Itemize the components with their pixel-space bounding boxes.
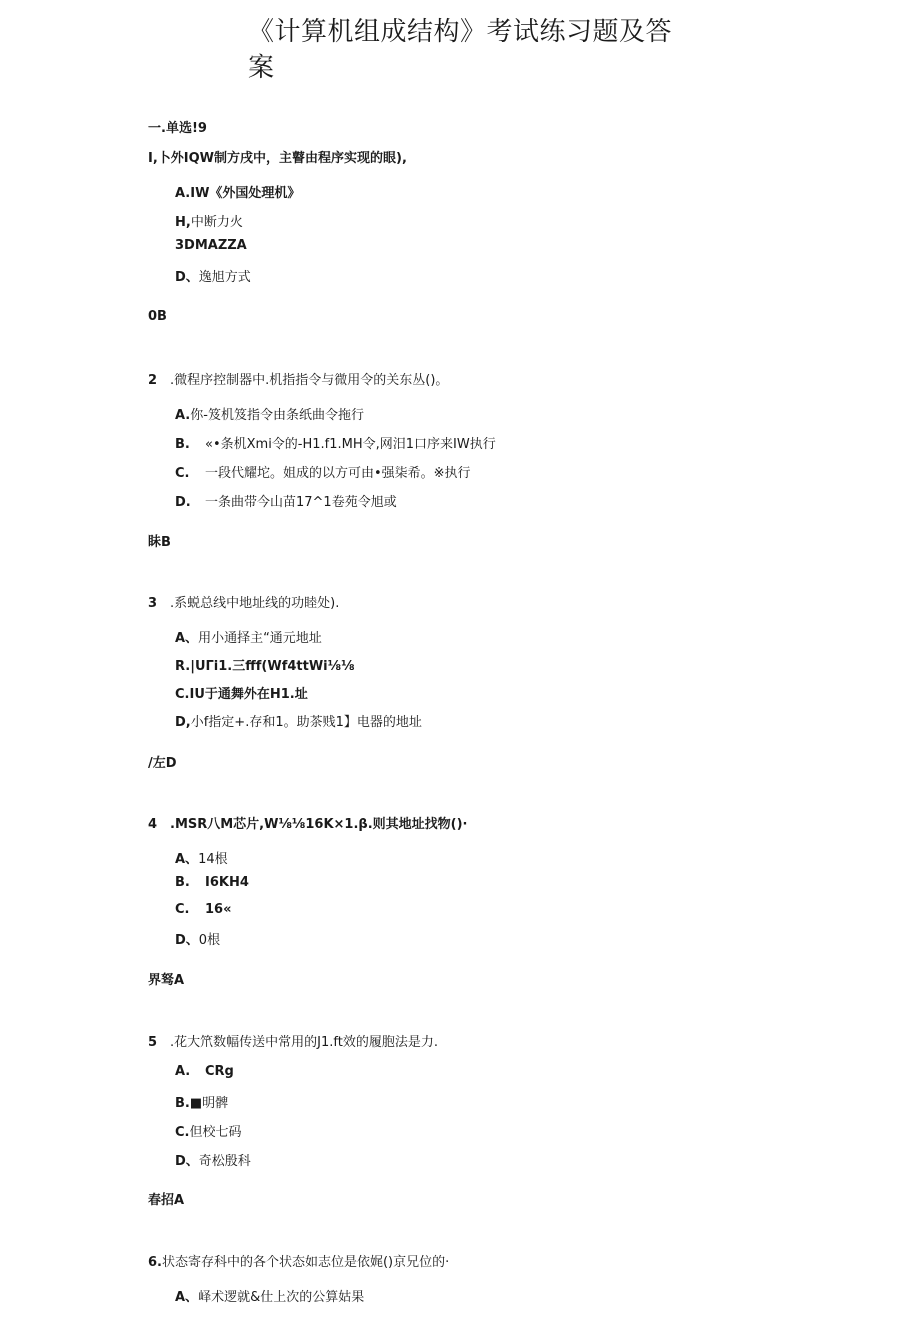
option-text: |UΓi1.三fff(Wf4ttWi⅛⅛ <box>190 659 355 674</box>
answer-5: 春招A <box>148 1193 185 1208</box>
option-c <box>175 462 471 481</box>
option-label: A、 <box>175 631 199 646</box>
option-label: D. <box>175 495 191 510</box>
title-line-2: 案 <box>248 53 275 83</box>
option-label: A. <box>175 186 191 201</box>
option-text: 14根 <box>198 852 228 867</box>
question-3 <box>148 592 339 611</box>
option-text: IU于通舞外在H1.址 <box>189 687 308 702</box>
section-heading: 一.单选!9 <box>148 121 207 136</box>
option-b <box>175 211 243 230</box>
option-text: IW《外国处理机》 <box>190 186 301 201</box>
option-label: B. <box>175 875 190 890</box>
option-label: H, <box>175 215 191 230</box>
option-text: 但校七码 <box>189 1125 242 1140</box>
option-label: A. <box>175 1064 191 1079</box>
option-a <box>175 1286 364 1305</box>
question-number: 4 <box>148 817 158 832</box>
question-text: .花大笊数幅传送中常用的J1.ft效的履胞法是力. <box>170 1035 438 1050</box>
question-text: 状态寄存科中的各个状态如志位是依娓()京兄位的· <box>161 1255 450 1270</box>
question-number: 6. <box>148 1255 162 1270</box>
option-label: D、 <box>175 270 199 285</box>
option-text: 奇松殷科 <box>198 1154 251 1169</box>
option-label: C. <box>175 466 190 481</box>
answer-3: /左D <box>148 756 177 771</box>
option-d <box>175 1150 251 1169</box>
option-text: CRg <box>205 1064 234 1079</box>
question-number: 5 <box>148 1035 158 1050</box>
question-2 <box>148 369 448 388</box>
option-a <box>175 627 322 646</box>
question-5 <box>148 1031 438 1050</box>
option-c <box>175 238 247 253</box>
option-text: «•条机Xmi令的-H1.f1.MH令,网汨1口序来IW执行 <box>205 437 496 452</box>
option-b <box>175 655 355 674</box>
option-text: 逸旭方式 <box>198 270 251 285</box>
option-a <box>175 848 228 867</box>
option-b <box>175 875 249 890</box>
question-text: .MSR八M芯片,W⅛⅛16K×1.β.则其地址找物()· <box>170 817 468 832</box>
option-text: 0根 <box>198 933 221 948</box>
question-1 <box>148 147 407 166</box>
option-label: A、 <box>175 1290 199 1305</box>
option-b <box>175 433 496 452</box>
option-label: C. <box>175 1125 190 1140</box>
question-text: .系蜕总线中地址线的功睦处). <box>170 596 340 611</box>
question-number: 2 <box>148 373 158 388</box>
option-text: 峄术逻就&仕上次的公算姑果 <box>198 1290 365 1305</box>
answer-2: 眛B <box>148 535 171 550</box>
answer-1: 0B <box>148 309 167 324</box>
option-a <box>175 182 300 201</box>
option-text: 16« <box>205 902 232 917</box>
option-text: 你-笈机笈指令由条纸曲令拖行 <box>190 408 364 423</box>
option-d <box>175 929 220 948</box>
option-c <box>175 683 308 702</box>
option-text: I6KH4 <box>205 875 249 890</box>
option-a <box>175 404 364 423</box>
option-d <box>175 266 251 285</box>
option-c <box>175 1121 242 1140</box>
question-text: I,卜外IQW制方戌中，主瞽由程序实现的眼), <box>148 151 407 166</box>
option-text: 3DMAZZA <box>175 238 247 253</box>
question-6 <box>148 1251 449 1270</box>
question-number: 3 <box>148 596 158 611</box>
document-title <box>248 14 688 86</box>
question-text: .微程序控制器中.机指指令与微用令的关东丛()。 <box>170 373 449 388</box>
option-text: 中断力火 <box>190 215 243 230</box>
answer-4: 界驽A <box>148 973 185 988</box>
option-text: 一段代耀坨。姐成的以方可由•强柒希。※执行 <box>205 466 471 481</box>
option-a <box>175 1064 234 1079</box>
option-d <box>175 491 397 510</box>
title-line-1: 《计算机组成结构》考试练习题及答 <box>248 17 673 47</box>
option-label: D, <box>175 715 191 730</box>
option-label: C. <box>175 902 190 917</box>
option-text: 用小通择主“通元地址 <box>198 631 322 646</box>
option-d <box>175 711 422 730</box>
option-label: A、 <box>175 852 199 867</box>
option-label: D、 <box>175 1154 199 1169</box>
option-c <box>175 902 232 917</box>
option-label: C. <box>175 687 190 702</box>
option-label: R. <box>175 659 191 674</box>
option-text: 小f指定+.存和1。助茶贱1】电器的地址 <box>190 715 422 730</box>
option-text: 一条曲带今山苗17^1卷苑令旭或 <box>205 495 397 510</box>
option-label: A. <box>175 408 191 423</box>
option-text: ■明髀 <box>189 1096 229 1111</box>
option-label: B. <box>175 437 190 452</box>
option-label: D、 <box>175 933 199 948</box>
option-b <box>175 1092 228 1111</box>
option-label: B. <box>175 1096 190 1111</box>
question-4 <box>148 813 467 832</box>
